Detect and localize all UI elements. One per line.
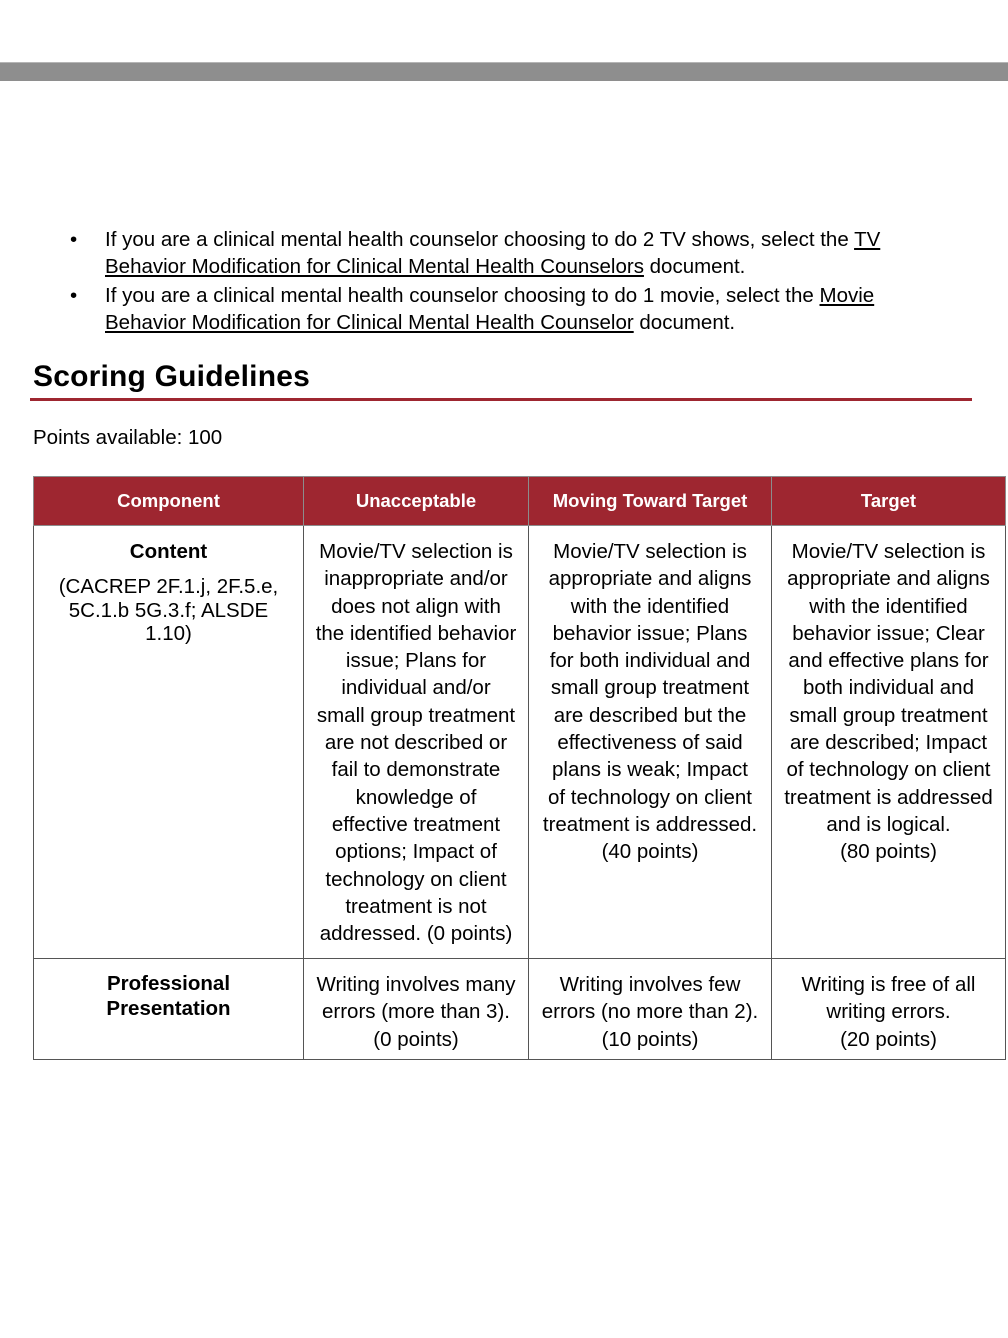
top-gray-bar xyxy=(0,62,1008,81)
bullet-icon: • xyxy=(70,228,78,251)
header-unacceptable: Unacceptable xyxy=(304,477,529,526)
bullet-icon: • xyxy=(70,284,78,307)
header-moving-toward-target: Moving Toward Target xyxy=(529,477,772,526)
unacceptable-cell: Writing involves many errors (more than 3). (0 points) xyxy=(304,959,529,1060)
moving-toward-target-cell: Writing involves few errors (no more than 2). (10 points) xyxy=(529,959,772,1060)
component-title: Content xyxy=(129,540,208,563)
bullet-text: If you are a clinical mental health counselor choosing to do 2 TV shows, select the xyxy=(105,228,855,251)
bullet-text: document. xyxy=(643,255,746,278)
points-available: Points available: 100 xyxy=(33,426,223,449)
bullet-text: document. xyxy=(633,311,736,334)
component-cell: Professional Presentation xyxy=(34,959,304,1060)
table-row xyxy=(34,526,1006,959)
tv-document-link[interactable]: TV xyxy=(854,228,881,251)
list-item xyxy=(64,226,964,280)
header-component: Component xyxy=(34,477,304,526)
moving-toward-target-cell: Movie/TV selection is appropriate and aligns with the identified behavior issue; Plans for both individual and small group treatment are described but the effectiveness of said plans is weak; Impact of technology on client treatment is addressed. (40 points) xyxy=(529,526,772,959)
table-row xyxy=(34,959,1006,1060)
movie-document-link-continued[interactable]: Behavior Modification for Clinical Mental Health Counselor xyxy=(105,311,634,334)
instruction-list xyxy=(64,226,964,338)
movie-document-link[interactable]: Movie xyxy=(819,284,875,307)
table-header-row xyxy=(34,477,1006,526)
component-cell xyxy=(34,526,304,959)
header-target: Target xyxy=(772,477,1006,526)
scoring-rubric-table xyxy=(33,476,1006,1060)
heading-divider xyxy=(30,398,972,401)
tv-document-link-continued[interactable]: Behavior Modification for Clinical Mental Health Counselors xyxy=(105,255,644,278)
list-item xyxy=(64,282,964,336)
unacceptable-cell: Movie/TV selection is inappropriate and/or does not align with the identified behavior issue; Plans for individual and/or small group treatment are not described or fail to demonstrate knowledge of effective treatment options; Impact of technology on client treatment is not addressed. (0 points) xyxy=(304,526,529,959)
component-standards: (CACREP 2F.1.j, 2F.5.e, 5C.1.b 5G.3.f; ALSDE 1.10) xyxy=(58,575,279,646)
target-cell: Movie/TV selection is appropriate and aligns with the identified behavior issue; Clear and effective plans for both individual and small group treatment are described; Impact of technology on client treatment is addressed and is logical. (80 points) xyxy=(772,526,1006,959)
section-title: Scoring Guidelines xyxy=(33,360,310,393)
bullet-text: If you are a clinical mental health counselor choosing to do 1 movie, select the xyxy=(105,284,820,307)
target-cell: Writing is free of all writing errors. (20 points) xyxy=(772,959,1006,1060)
